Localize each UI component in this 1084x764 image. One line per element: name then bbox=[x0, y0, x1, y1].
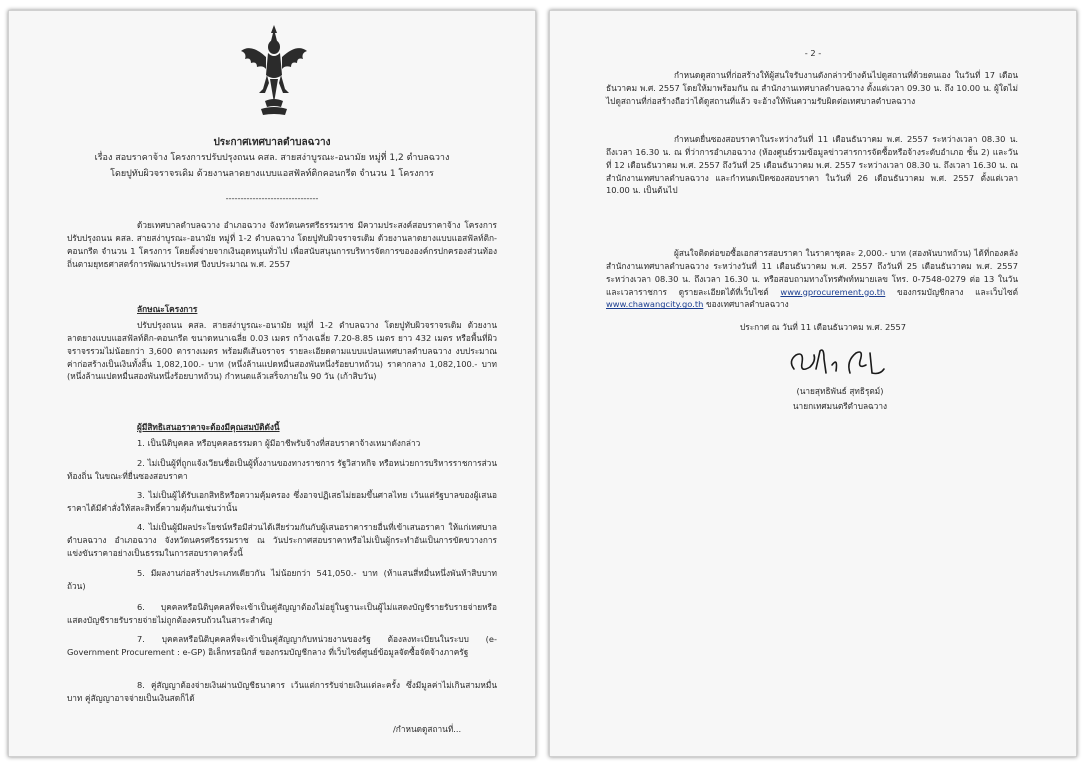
subject-line-1: เรื่อง สอบราคาจ้าง โครงการปรับปรุงถนน คสล. สายสง่าบูรณะ-อนามัย หมู่ที่ 1,2 ตำบลฉวาง bbox=[94, 153, 450, 163]
signature bbox=[780, 343, 900, 383]
project-paragraph: ปรับปรุงถนน คสล. สายสง่าบูรณะ-อนามัย หมู่ที่ 1-2 ตำบลฉวาง โดยปูทับผิวจราจรเดิม ด้วยงานลาดยางแบบแอสฟัลท์ติก-คอนกรีต ขนาดหนาเฉลี่ย 0.03 เมตร กว้างเฉลี่ย 7.20-8.85 เมตร ยาว 432 เมตร หรือพื้นที่ผิวจราจรรวมไม่น้อยกว่า 3,600 ตารางเมตร พร้อมตีเส้นจราจร รายละเอียดตามแบบแปลนเทศบาลตำบลฉวาง งบประมาณค่าก่อสร้างเป็นเงินทั้งสิ้น 1,082,100.- บาท (หนึ่งล้านแปดหมื่นสองพันหนึ่งร้อยบาทถ้วน) ราคากลาง 1,082,100.- บาท (หนึ่งล้านแปดหมื่นสองพันหนึ่งร้อยบาทถ้วน) กำหนดแล้วเสร็จภายใน 90 วัน (เก้าสิบวัน) bbox=[67, 320, 497, 382]
subject-line-2: โดยปูทับผิวจราจรเดิม ด้วยงานลาดยางแบบแอสฟัลท์ติกคอนกรีต จำนวน 1 โครงการ bbox=[110, 169, 434, 179]
qualification-item: 8. คู่สัญญาต้องจ่ายเงินผ่านบัญชีธนาคาร เว้นแต่การรับจ่ายเงินแต่ละครั้ง ซึ่งมีมูลค่าไม่เกินสามหมื่นบาท คู่สัญญาอาจจ่ายเป็นเงินสดก็ได้ bbox=[67, 680, 497, 703]
divider: ------------------------------- bbox=[225, 193, 319, 203]
qualification-item: 2. ไม่เป็นผู้ที่ถูกแจ้งเวียนชื่อเป็นผู้ทิ้งงานของทางราชการ รัฐวิสาหกิจ หรือหน่วยการบริหารราชการส่วนท้องถิ่น ในขณะที่ยื่นซองสอบราคา bbox=[67, 458, 497, 481]
site-visit-paragraph: กำหนดดูสถานที่ก่อสร้างให้ผู้สนใจรับงานดังกล่าวข้างต้นไปดูสถานที่ด้วยตนเอง ในวันที่ 17 เดือนธันวาคม พ.ศ. 2557 โดยให้มาพร้อมกัน ณ สำนักงานเทศบาลตำบลฉวาง ตั้งแต่เวลา 09.30 น. ถึง 10.00 น. ผู้ใดไม่ไปดูสถานที่ก่อสร้างถือว่าได้ดูสถานที่แล้ว จะอ้างให้พ้นความรับผิดต่อเทศบาลตำบลฉวาง bbox=[606, 70, 1018, 106]
continued-marker: /กำหนดดูสถานที่... bbox=[393, 724, 462, 734]
signer-title: นายกเทศมนตรีตำบลฉวาง bbox=[792, 401, 888, 411]
qualification-item: 3. ไม่เป็นผู้ได้รับเอกสิทธิหรือความคุ้มครอง ซึ่งอาจปฏิเสธไม่ยอมขึ้นศาลไทย เว้นแต่รัฐบาลของผู้เสนอราคาได้มีคำสั่งให้สละสิทธิ์ความคุ้มกันเช่นว่านั้น bbox=[67, 490, 497, 513]
qualification-item: 1. เป็นนิติบุคคล หรือบุคคลธรรมดา ผู้มีอาชีพรับจ้างที่สอบราคาจ้างเหมาดังกล่าว bbox=[137, 438, 421, 448]
chawangcity-link[interactable]: www.chawangcity.go.th bbox=[606, 299, 704, 310]
qualification-item: 7. บุคคลหรือนิติบุคคลที่จะเข้าเป็นคู่สัญญากับหน่วยงานของรัฐ ต้องลงทะเบียนในระบบ (e-Government Procurement : e-GP) อิเล็กทรอนิกส์ ของกรมบัญชีกลาง ที่เว็บไซต์ศูนย์ข้อมูลจัดซื้อจัดจ้างภาครัฐ bbox=[67, 634, 497, 657]
gprocurement-link[interactable]: www.gprocurement.go.th bbox=[780, 286, 886, 297]
documents-mid: ของกรมบัญชีกลาง และเว็บไซต์ bbox=[897, 286, 1019, 297]
qualification-item: 6. บุคคลหรือนิติบุคคลที่จะเข้าเป็นคู่สัญญาต้องไม่อยู่ในฐานะเป็นผู้ไม่แสดงบัญชีรายรับรายจ่ายหรือแสดงบัญชีรายรับรายจ่ายไม่ถูกต้องครบถ้วนในสาระสำคัญ bbox=[67, 602, 497, 625]
intro-paragraph: ด้วยเทศบาลตำบลฉวาง อำเภอฉวาง จังหวัดนครศรีธรรมราช มีความประสงค์สอบราคาจ้าง โครงการปรับปรุงถนน คสล. สายสง่าบูรณะ-อนามัย หมู่ที่ 1-2 ตำบลฉวาง โดยปูทับผิวจราจรเดิม ด้วยงานลาดยางแบบแอสฟัลท์ติก-คอนกรีต จำนวน 1 โครงการ โดยตั้งจ่ายจากเงินอุดหนุนทั่วไป เพื่อสนับสนุนการบริหารจัดการขององค์กรปกครองส่วนท้องถิ่นตามยุทธศาสตร์การพัฒนาประเทศ ปีงบประมาณ พ.ศ. 2557 bbox=[67, 220, 497, 269]
documents-text: ผู้สนใจติดต่อขอซื้อเอกสารสอบราคา ในราคาชุดละ 2,000.- บาท (สองพันบาทถ้วน) ได้ที่กองคลัง สำนักงานเทศบาลตำบลฉวาง ระหว่างวันที่ 11 เดือนธันวาคม พ.ศ. 2557 ถึงวันที่ 25 เดือนธันวาคม พ.ศ. 2557 ระหว่างเวลา 08.30 น. ถึงเวลา 16.30 น. หรือสอบถามทางโทรศัพท์หมายเลข โทร. 0-7548-0279 ต่อ 13 ในวันและเวลาราชการ ดูรายละเอียดได้ที่เว็บไซต์ bbox=[606, 248, 1018, 297]
documents-paragraph bbox=[606, 247, 1018, 311]
page-1 bbox=[8, 10, 536, 757]
documents-end: ของเทศบาลตำบลฉวาง bbox=[706, 299, 789, 310]
qualification-heading: ผู้มีสิทธิเสนอราคาจะต้องมีคุณสมบัติดังนี้ bbox=[137, 422, 280, 432]
announcement-title: ประกาศเทศบาลตำบลฉวาง bbox=[213, 137, 331, 148]
signer-name: (นายสุทธิพันธ์ สุทธิรุตม์) bbox=[796, 386, 884, 396]
qualification-item: 4. ไม่เป็นผู้มีผลประโยชน์หรือมีส่วนได้เสียร่วมกันกับผู้เสนอราคารายอื่นที่เข้าเสนอราคา ให้แก่เทศบาลตำบลฉวาง อำเภอฉวาง จังหวัดนครศรีธรรมราช ณ วันประกาศสอบราคาหรือไม่เป็นผู้กระทำอันเป็นการขัดขวางการแข่งขันราคาอย่างเป็นธรรมในการสอบราคาครั้งนี้ bbox=[67, 522, 497, 558]
project-heading: ลักษณะโครงการ bbox=[137, 304, 198, 314]
page-number: - 2 - bbox=[804, 48, 822, 58]
garuda-emblem bbox=[237, 23, 311, 119]
announcement-date: ประกาศ ณ วันที่ 11 เดือนธันวาคม พ.ศ. 2557 bbox=[740, 322, 907, 332]
page-2 bbox=[549, 10, 1077, 757]
qualification-item: 5. มีผลงานก่อสร้างประเภทเดียวกัน ไม่น้อยกว่า 541,050.- บาท (ห้าแสนสี่หมื่นหนึ่งพันห้าสิบบาทถ้วน) bbox=[67, 568, 497, 591]
bid-submission-paragraph: กำหนดยื่นซองสอบราคาในระหว่างวันที่ 11 เดือนธันวาคม พ.ศ. 2557 ระหว่างเวลา 08.30 น. ถึงเวลา 16.30 น. ณ ที่ว่าการอำเภอฉวาง (ห้องศูนย์รวมข้อมูลข่าวสารการจัดซื้อหรือจ้างระดับอำเภอ ชั้น 2) และวันที่ 12 เดือนธันวาคม พ.ศ. 2557 ถึงวันที่ 25 เดือนธันวาคม พ.ศ. 2557 ระหว่างเวลา 08.30 น. ถึงเวลา 16.30 น. ณ สำนักงานเทศบาลตำบลฉวาง และกำหนดเปิดซองสอบราคา ในวันที่ 26 เดือนธันวาคม พ.ศ. 2557 ตั้งแต่เวลา 10.00 น. เป็นต้นไป bbox=[606, 134, 1018, 196]
